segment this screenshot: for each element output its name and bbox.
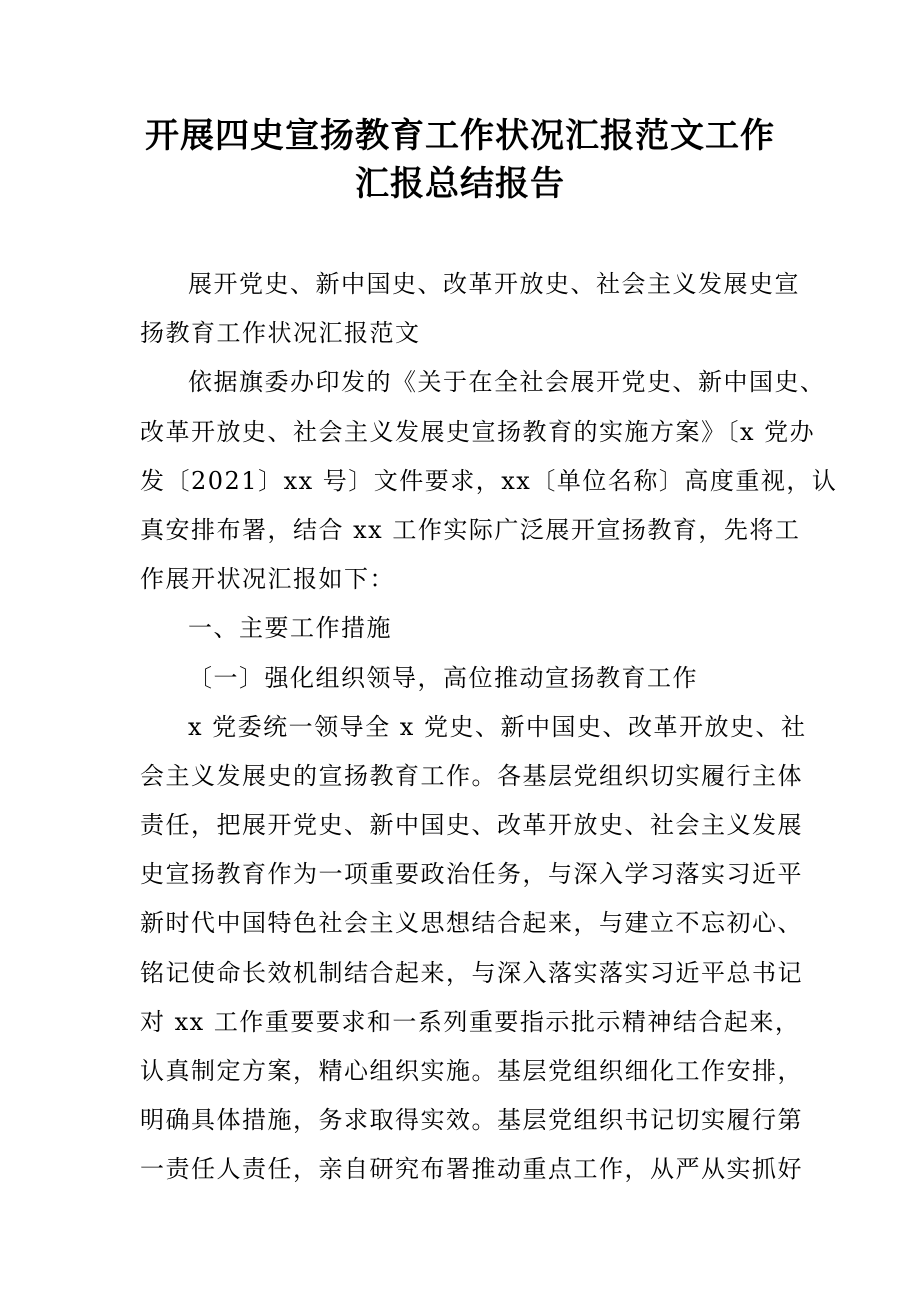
document-title-line-1: 开展四史宣扬教育工作状况汇报范文工作 [145, 116, 775, 156]
body-line: 对 xx 工作重要要求和一系列重要指示批示精神结合起来， [140, 1007, 801, 1036]
document-title-line-2: 汇报总结报告 [355, 164, 565, 204]
body-line: 作展开状况汇报如下： [140, 565, 395, 594]
body-line: 新时代中国特色社会主义思想结合起来，与建立不忘初心、 [140, 909, 803, 938]
document-body [140, 260, 838, 1195]
body-line: 明确具体措施，务求取得实效。基层党组织书记切实履行第 [140, 1106, 803, 1135]
body-line: 责任，把展开党史、新中国史、改革开放史、社会主义发展 [140, 811, 803, 840]
body-line: 依据旗委办印发的《关于在全社会展开党史、新中国史、 [188, 368, 826, 397]
body-line: 真安排布署，结合 xx 工作实际广泛展开宣扬教育，先将工 [140, 515, 801, 544]
body-line: 发〔2021〕xx 号〕文件要求，xx〔单位名称〕高度重视，认 [140, 466, 838, 495]
body-line: 扬教育工作状况汇报范文 [140, 319, 421, 348]
body-line: 铭记使命长效机制结合起来，与深入落实落实习近平总书记 [140, 958, 803, 987]
body-line: 认真制定方案，精心组织实施。基层党组织细化工作安排， [140, 1057, 803, 1085]
body-line: 〔一〕强化组织领导，高位推动宣扬教育工作 [188, 663, 698, 692]
body-line: 史宣扬教育作为一项重要政治任务，与深入学习落实习近平 [140, 860, 803, 889]
body-line: 改革开放史、社会主义发展史宣扬教育的实施方案》〔x 党办 [140, 417, 816, 446]
body-line: x 党委统一领导全 x 党史、新中国史、改革开放史、社 [188, 712, 807, 741]
body-line: 会主义发展史的宣扬教育工作。各基层党组织切实履行主体 [140, 761, 803, 790]
body-line: 一、主要工作措施 [188, 614, 392, 643]
body-line: 一责任人责任，亲自研究布署推动重点工作，从严从实抓好 [140, 1155, 803, 1184]
body-line: 展开党史、新中国史、改革开放史、社会主义发展史宣 [188, 270, 800, 298]
